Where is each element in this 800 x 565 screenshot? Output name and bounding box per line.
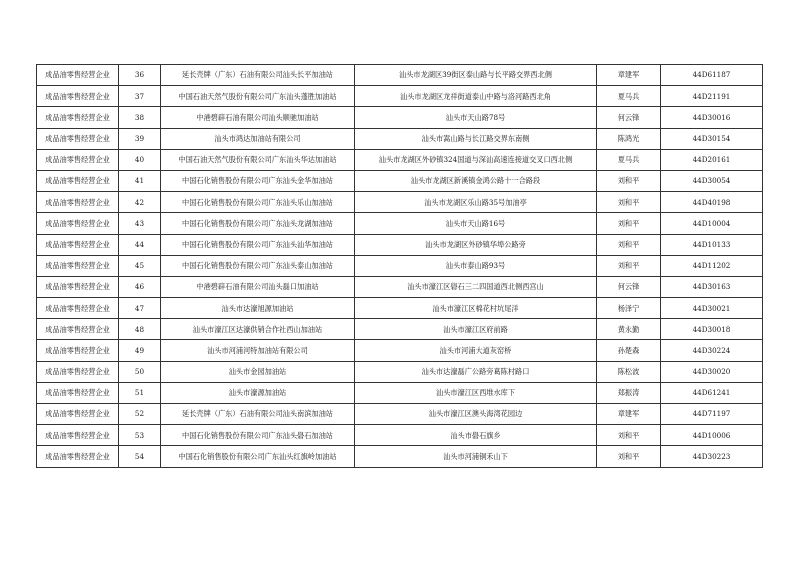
index-cell: 52: [119, 404, 161, 425]
license-code-cell: 44D71197: [661, 404, 763, 425]
license-code-cell: 44D20161: [661, 149, 763, 170]
table-row: [37, 213, 763, 234]
category-cell: 成品油零售经营企业: [37, 86, 119, 107]
category-cell: 成品油零售经营企业: [37, 192, 119, 213]
index-cell: 49: [119, 340, 161, 361]
table-row: [37, 65, 763, 86]
index-cell: 36: [119, 65, 161, 86]
address-cell: 汕头市龙湖区39街区泰山路与长平路交界西北侧: [355, 65, 597, 86]
address-cell: 汕头市河浦大道灰窑桥: [355, 340, 597, 361]
category-cell: 成品油零售经营企业: [37, 149, 119, 170]
company-name-cell: 中港碧辟石油有限公司汕头磊口加油站: [161, 276, 355, 297]
contact-person-cell: 刘和平: [597, 446, 661, 467]
contact-person-cell: 刘和平: [597, 170, 661, 191]
table-row: [37, 298, 763, 319]
table-row: [37, 340, 763, 361]
table-row: [37, 404, 763, 425]
company-name-cell: 汕头市河浦河特加油站有限公司: [161, 340, 355, 361]
index-cell: 53: [119, 425, 161, 446]
license-code-cell: 44D30020: [661, 361, 763, 382]
address-cell: 汕头市达濠磊广公路旁葛陈村路口: [355, 361, 597, 382]
company-name-cell: 中国石化销售股份有限公司广东汕头金华加油站: [161, 170, 355, 191]
table-row: [37, 234, 763, 255]
license-code-cell: 44D61187: [661, 65, 763, 86]
contact-person-cell: 杨泽宁: [597, 298, 661, 319]
index-cell: 39: [119, 128, 161, 149]
address-cell: 汕头市龙湖区乐山路35号加油亭: [355, 192, 597, 213]
category-cell: 成品油零售经营企业: [37, 361, 119, 382]
license-code-cell: 44D30224: [661, 340, 763, 361]
table-row: [37, 446, 763, 467]
contact-person-cell: 刘和平: [597, 192, 661, 213]
category-cell: 成品油零售经营企业: [37, 340, 119, 361]
company-name-cell: 中国石化销售股份有限公司广东汕头红旗岭加油站: [161, 446, 355, 467]
address-cell: 汕头市龙湖区外砂镇华埠公路旁: [355, 234, 597, 255]
table-row: [37, 128, 763, 149]
address-cell: 汕头市泰山路93号: [355, 255, 597, 276]
license-code-cell: 44D30016: [661, 107, 763, 128]
category-cell: 成品油零售经营企业: [37, 234, 119, 255]
company-name-cell: 汕头市达濠旭源加油站: [161, 298, 355, 319]
address-cell: 汕头市濠江区府前路: [355, 319, 597, 340]
address-cell: 汕头市河浦铜禾山下: [355, 446, 597, 467]
index-cell: 41: [119, 170, 161, 191]
company-name-cell: 中国石油天然气股份有限公司广东汕头华达加油站: [161, 149, 355, 170]
license-code-cell: 44D30223: [661, 446, 763, 467]
company-name-cell: 中国石化销售股份有限公司广东汕头龙湖加油站: [161, 213, 355, 234]
contact-person-cell: 刘和平: [597, 213, 661, 234]
address-cell: 汕头市天山路16号: [355, 213, 597, 234]
address-cell: 汕头市礐石旗乡: [355, 425, 597, 446]
license-code-cell: 44D10006: [661, 425, 763, 446]
table-row: [37, 425, 763, 446]
index-cell: 45: [119, 255, 161, 276]
category-cell: 成品油零售经营企业: [37, 404, 119, 425]
category-cell: 成品油零售经营企业: [37, 107, 119, 128]
address-cell: 汕头市天山路78号: [355, 107, 597, 128]
index-cell: 54: [119, 446, 161, 467]
license-code-cell: 44D11202: [661, 255, 763, 276]
license-code-cell: 44D10004: [661, 213, 763, 234]
table-row: [37, 361, 763, 382]
index-cell: 43: [119, 213, 161, 234]
category-cell: 成品油零售经营企业: [37, 382, 119, 403]
contact-person-cell: 夏马兵: [597, 86, 661, 107]
license-code-cell: 44D30054: [661, 170, 763, 191]
table-row: [37, 86, 763, 107]
company-name-cell: 汕头市鸿达加油站有限公司: [161, 128, 355, 149]
contact-person-cell: 章建军: [597, 404, 661, 425]
company-name-cell: 汕头市濠江区达濠供销合作社西山加油站: [161, 319, 355, 340]
contact-person-cell: 何云锋: [597, 107, 661, 128]
index-cell: 46: [119, 276, 161, 297]
document-page: [36, 64, 762, 468]
index-cell: 50: [119, 361, 161, 382]
table-body: [37, 65, 763, 468]
address-cell: 汕头市濠江区澳头海湾花园边: [355, 404, 597, 425]
company-name-cell: 中国石化销售股份有限公司广东汕头乐山加油站: [161, 192, 355, 213]
category-cell: 成品油零售经营企业: [37, 319, 119, 340]
index-cell: 47: [119, 298, 161, 319]
company-name-cell: 汕头市金园加油站: [161, 361, 355, 382]
category-cell: 成品油零售经营企业: [37, 446, 119, 467]
company-name-cell: 中国石化销售股份有限公司广东汕头礐石加油站: [161, 425, 355, 446]
table-row: [37, 255, 763, 276]
index-cell: 42: [119, 192, 161, 213]
license-code-cell: 44D30154: [661, 128, 763, 149]
index-cell: 48: [119, 319, 161, 340]
contact-person-cell: 刘和平: [597, 234, 661, 255]
category-cell: 成品油零售经营企业: [37, 298, 119, 319]
table-row: [37, 382, 763, 403]
contact-person-cell: 夏马兵: [597, 149, 661, 170]
company-name-cell: 中国石化销售股份有限公司广东汕头泰山加油站: [161, 255, 355, 276]
license-code-cell: 44D21191: [661, 86, 763, 107]
contact-person-cell: 章建军: [597, 65, 661, 86]
contact-person-cell: 郑振涛: [597, 382, 661, 403]
company-name-cell: 中国石油天然气股份有限公司广东汕头蓬胜加油站: [161, 86, 355, 107]
category-cell: 成品油零售经营企业: [37, 425, 119, 446]
company-name-cell: 中国石化销售股份有限公司广东汕头汕华加油站: [161, 234, 355, 255]
category-cell: 成品油零售经营企业: [37, 276, 119, 297]
address-cell: 汕头市嵩山路与长江路交界东南侧: [355, 128, 597, 149]
company-name-cell: 延长壳牌（广东）石油有限公司汕头南滨加油站: [161, 404, 355, 425]
category-cell: 成品油零售经营企业: [37, 170, 119, 191]
table-row: [37, 107, 763, 128]
table-row: [37, 192, 763, 213]
contact-person-cell: 黄永勤: [597, 319, 661, 340]
index-cell: 51: [119, 382, 161, 403]
address-cell: 汕头市濠江区西堆水库下: [355, 382, 597, 403]
index-cell: 37: [119, 86, 161, 107]
table-row: [37, 170, 763, 191]
address-cell: 汕头市龙湖区外砂镇324国道与深汕高速连接道交叉口西北侧: [355, 149, 597, 170]
license-code-cell: 44D30163: [661, 276, 763, 297]
index-cell: 44: [119, 234, 161, 255]
table-row: [37, 149, 763, 170]
category-cell: 成品油零售经营企业: [37, 128, 119, 149]
contact-person-cell: 陈鸿光: [597, 128, 661, 149]
index-cell: 38: [119, 107, 161, 128]
license-code-cell: 44D30018: [661, 319, 763, 340]
index-cell: 40: [119, 149, 161, 170]
contact-person-cell: 刘和平: [597, 425, 661, 446]
company-name-cell: 汕头市濠源加油站: [161, 382, 355, 403]
table-row: [37, 276, 763, 297]
license-code-cell: 44D10133: [661, 234, 763, 255]
contact-person-cell: 何云锋: [597, 276, 661, 297]
contact-person-cell: 孙楚森: [597, 340, 661, 361]
contact-person-cell: 刘和平: [597, 255, 661, 276]
category-cell: 成品油零售经营企业: [37, 65, 119, 86]
table-row: [37, 319, 763, 340]
contact-person-cell: 陈松波: [597, 361, 661, 382]
company-name-cell: 延长壳牌（广东）石油有限公司汕头长平加油站: [161, 65, 355, 86]
license-code-cell: 44D40198: [661, 192, 763, 213]
license-code-cell: 44D61241: [661, 382, 763, 403]
category-cell: 成品油零售经营企业: [37, 255, 119, 276]
address-cell: 汕头市龙湖区龙祥街道泰山中路与洛河路西北角: [355, 86, 597, 107]
address-cell: 汕头市濠江区礐石三二四国道西北侧西宫山: [355, 276, 597, 297]
category-cell: 成品油零售经营企业: [37, 213, 119, 234]
gas-station-table: [36, 64, 763, 468]
license-code-cell: 44D30021: [661, 298, 763, 319]
address-cell: 汕头市濠江区棉花村坑尾洋: [355, 298, 597, 319]
company-name-cell: 中港碧辟石油有限公司汕头顺驰加油站: [161, 107, 355, 128]
address-cell: 汕头市龙湖区新溪镇金鸿公路十一合路段: [355, 170, 597, 191]
